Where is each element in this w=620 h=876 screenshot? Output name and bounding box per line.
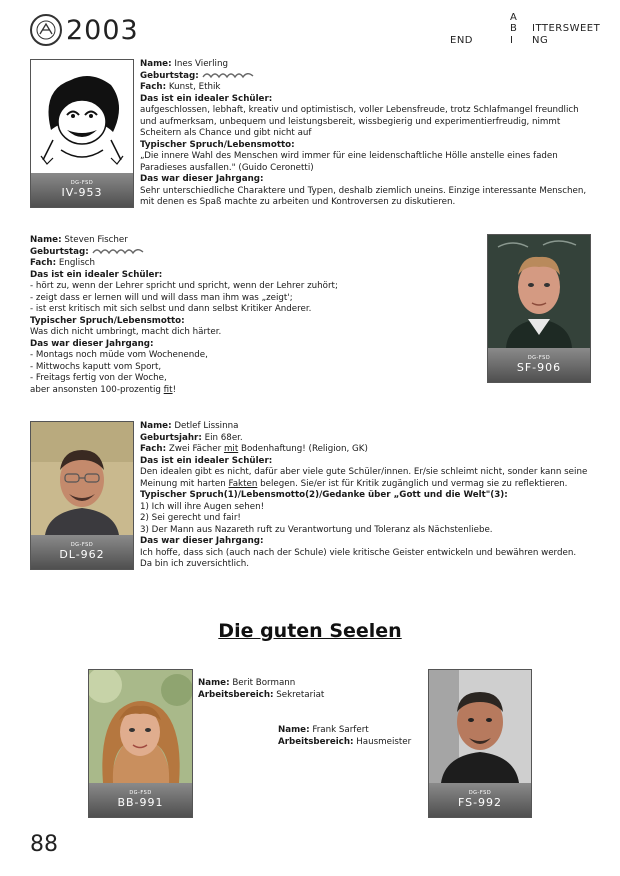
redacted-scribble-icon xyxy=(92,247,144,255)
portrait-image xyxy=(429,670,531,783)
photo-frank-sarfert xyxy=(428,669,532,818)
page-number: 88 xyxy=(30,832,58,857)
section-title: Die guten Seelen xyxy=(218,620,402,642)
photo-caption: DG-FSD BB-991 xyxy=(89,783,192,817)
school-logo-icon xyxy=(30,14,62,46)
staff-name: Berit Bormann xyxy=(232,678,296,688)
staff-profile-berit: Name: Berit Bormann Arbeitsbereich: Sekretariat xyxy=(198,678,325,700)
photo-steven-fischer xyxy=(487,234,591,383)
photo-caption: DG-FSD FS-992 xyxy=(429,783,531,817)
teacher-profile-steven: Name: Steven Fischer Geburtstag: Fach: Englisch Das ist ein idealer Schüler: - hört zu, wenn der Lehrer spricht und spricht, wenn der Lehrer zuhört; - zeigt dass er lernen will und will dass man ihm was „zeigt'; - ist erst kritisch mit sich selbst und dann selbst Kritiker Anderer. Typischer Spruch/Lebensmotto: Was dich nicht umbringt, macht dich härter. Das war dieser Jahrgang: - Montags noch müde vom Wochenende, - Mittwochs kaputt vom Sport, - Freitags fertig von der Woche, aber ansonsten 100-prozentig fit! xyxy=(30,235,338,395)
teacher-name: Steven Fischer xyxy=(64,235,128,245)
teacher-name: Ines Vierling xyxy=(174,59,228,69)
photo-ines-vierling xyxy=(30,59,134,208)
photo-caption: DG-FSD SF-906 xyxy=(488,348,590,382)
redacted-scribble-icon xyxy=(202,71,254,79)
staff-name: Frank Sarfert xyxy=(312,725,369,735)
teacher-profile-detlef: Name: Detlef Lissinna Geburtsjahr: Ein 68er. Fach: Zwei Fächer mit Bodenhaftung! (Religion, GK) Das ist ein idealer Schüler: Den idealen gibt es nicht, dafür aber viele gute Schüler/innen. Er/sie schleimt nicht, sonder kann seine Meinung mit harten Fakten belegen. Sie/er ist für Kritik zugänglich und vermag sie zu reflektieren. Typischer Spruch(1)/Lebensmotto(2)/Gedanke über „Gott und die Welt"(3): 1) Ich will ihre Augen sehen! 2) Sei gerecht und fair! 3) Der Mann aus Nazareth ruft zu Verantwortung und Toleranz als Nächstenliebe. Das war dieser Jahrgang: Ich hoffe, dass sich (auch nach der Schule) viele kritische Geister entwickeln und bewähren werden. Da bin ich zuversichtlich. xyxy=(140,421,588,569)
photo-berit-bormann xyxy=(88,669,193,818)
caricature-drawing xyxy=(31,60,133,173)
yearbook-year-header xyxy=(30,14,139,46)
portrait-image xyxy=(89,670,192,783)
photo-caption: DG-FSD DL-962 xyxy=(31,535,133,569)
staff-profile-frank: Name: Frank Sarfert Arbeitsbereich: Hausmeister xyxy=(278,725,412,747)
bittersweet-ending-logo: A B ITTERSWEET END I NG xyxy=(450,12,601,46)
teacher-profile-ines: Name: Ines Vierling Geburtstag: Fach: Kunst, Ethik Das ist ein idealer Schüler: aufgeschlossen, lebhaft, kreativ und optimistisch, voller Lebensfreude, trotz Schlafmangel freundlich und aufmerksam, unbequem und leistungsbereit, wissbegierig und experimentierfreudig, nimmt Scheitern als Chance und gibt nicht auf Typischer Spruch/Lebensmotto: „Die innere Wahl des Menschen wird immer für eine leidenschaftliche Hölle anstelle eines faden Paradieses ausfallen." (Guido Ceronetti) Das war dieser Jahrgang: Sehr unterschiedliche Charaktere und Typen, deshalb ziemlich uneins. Einzige interessante Menschen, mit denen es Spaß machte zu arbeiten und Kontroversen zu diskutieren. xyxy=(140,59,587,207)
teacher-name: Detlef Lissinna xyxy=(174,421,239,431)
portrait-image xyxy=(31,422,133,535)
year-title: 2003 xyxy=(66,14,139,46)
photo-caption: DG-FSD IV-953 xyxy=(31,173,133,207)
portrait-image xyxy=(488,235,590,348)
photo-detlef-lissinna xyxy=(30,421,134,570)
